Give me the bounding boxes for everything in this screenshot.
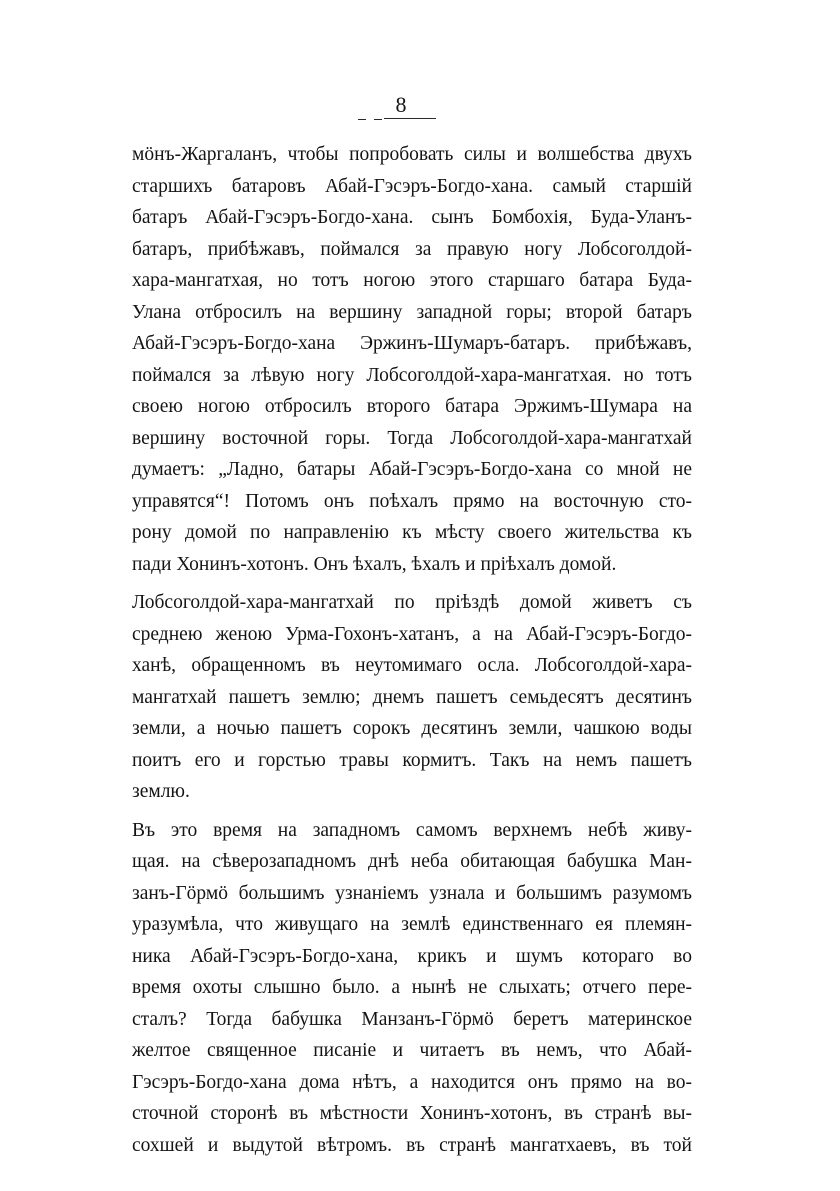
paragraph [132,815,692,1162]
header-dash [358,119,366,120]
text-line: земли, а ночью пашетъ сорокъ десятинъ земли, чашкою воды [132,718,692,739]
text-line: мӧнъ-Жаргаланъ, чтобы попробовать силы и волшебства двухъ [132,144,692,165]
text-line: время охоты слышно было. а нынѣ не слыхать; отчего пере- [132,977,692,998]
text-line: занъ-Гӧрмӧ большимъ узнаніемъ узнала и большимъ разумомъ [132,882,692,904]
paragraph-gap [132,580,692,587]
text-line: Абай-Гэсэръ-Богдо-хана Эржинъ-Шумаръ-батаръ. прибѣжавъ, [132,333,692,354]
text-line: сохшей и выдутой вѣтромъ. въ странѣ мангатхаевъ, въ той [132,1134,692,1156]
text-line: Улана отбросилъ на вершину западной горы; второй батаръ [132,301,692,323]
text-line: управятся“! Потомъ онъ поѣхалъ прямо на восточную сто- [132,490,692,512]
text-line: желтое священное писаніе и читаетъ въ немъ, что Абай- [132,1040,692,1061]
text-line: щая. на сѣверозападномъ днѣ неба обитающая бабушка Ман- [132,851,692,872]
text-line: батаръ, прибѣжавъ, поймался за правую ногу Лобсоголдой- [132,238,692,260]
text-line: батаръ Абай-Гэсэръ-Богдо-хана. сынъ Бомбохія, Буда-Уланъ- [132,207,692,228]
page-header [0,92,840,132]
text-line: рону домой по направленію къ мѣсту своего жительства къ [132,522,692,543]
text-line: среднею женою Урма-Гохонъ-хатанъ, а на Абай-Гэсэръ-Богдо- [132,623,692,645]
text-line: мангатхай пашетъ землю; днемъ пашетъ семьдесятъ десятинъ [132,686,692,708]
text-line: поитъ его и горстью травы кормитъ. Такъ на немъ пашетъ [132,749,692,771]
text-line: своею ногою отбросилъ второго батара Эржимъ-Шумара на [132,396,692,417]
paragraph [132,139,692,580]
paragraph [132,587,692,808]
header-rule [384,118,436,119]
paragraph-gap [132,808,692,815]
text-line: вершину восточной горы. Тогда Лобсоголдой-хара-мангатхай [132,427,692,449]
text-line: ника Абай-Гэсэръ-Богдо-хана, крикъ и шумъ котораго во [132,945,692,967]
text-line: Гэсэръ-Богдо-хана дома нѣтъ, а находится онъ прямо на во- [132,1071,692,1093]
text-line: старшихъ батаровъ Абай-Гэсэръ-Богдо-хана. самый старшій [132,175,692,197]
text-line: ханѣ, обращенномъ въ неутомимаго осла. Лобсоголдой-хара- [132,655,692,676]
page-number: 8 [395,92,407,117]
text-line: думаетъ: „Ладно, батары Абай-Гэсэръ-Богдо-хана со мной не [132,459,692,480]
text-line: пади Хонинъ-хотонъ. Онъ ѣхалъ, ѣхалъ и пріѣхалъ домой. [132,553,617,575]
text-line: сточной сторонѣ въ мѣстности Хонинъ-хотонъ, въ странѣ вы- [132,1103,692,1124]
text-line: землю. [132,781,190,802]
page-body [132,139,692,1161]
header-dash [374,119,382,120]
text-line: сталъ? Тогда бабушка Манзанъ-Гӧрмӧ беретъ материнское [132,1008,692,1030]
text-line: уразумѣла, что живущаго на землѣ единственнаго ея племян- [132,914,692,935]
text-line: поймался за лѣвую ногу Лобсоголдой-хара-мангатхая. но тотъ [132,364,692,386]
text-line: Лобсоголдой-хара-мангатхай по пріѣздѣ домой живетъ съ [132,592,692,613]
text-line: хара-мангатхая, но тотъ ногою этого старшаго батара Буда- [132,270,692,291]
text-line: Въ это время на западномъ самомъ верхнемъ небѣ живу- [132,819,692,841]
